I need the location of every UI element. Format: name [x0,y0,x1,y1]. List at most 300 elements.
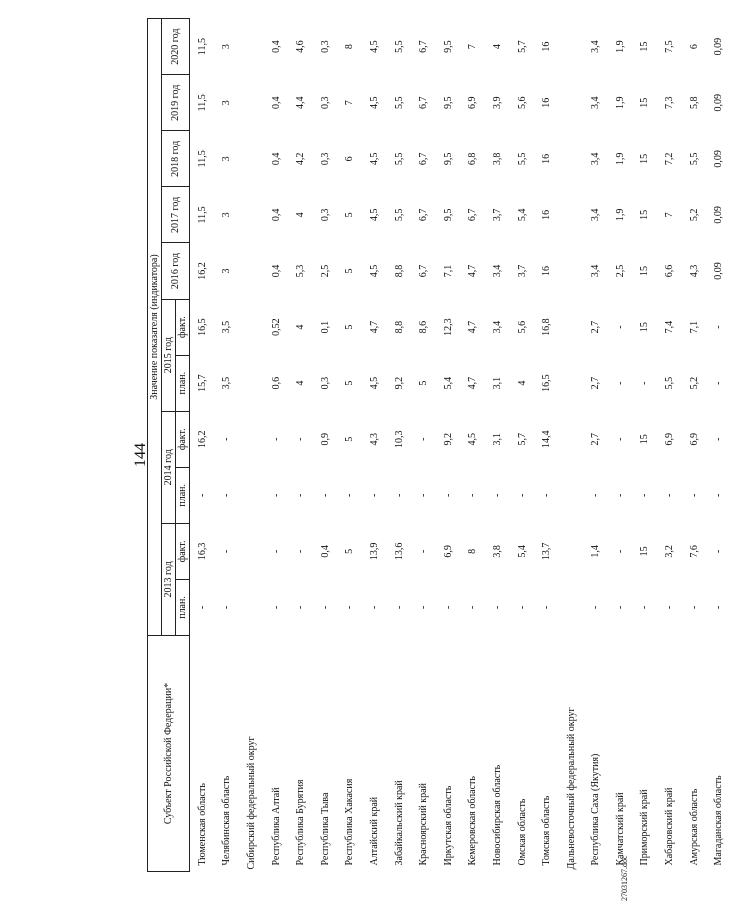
value-cell: 9,5 [442,152,454,166]
table-row [584,19,609,872]
value-cell: 15 [639,322,651,333]
value-cell: 3,4 [590,264,602,278]
value-cell: 11,5 [196,38,208,56]
value-cell: - [713,493,725,497]
value-cell: 8,8 [393,320,405,334]
value-cell: 0,4 [270,96,282,110]
value-cell: 0,09 [713,262,725,280]
value-cell: 0,09 [713,37,725,56]
value-cell: 3 [221,44,233,50]
value-cell: 5,4 [442,376,454,390]
table-row [338,19,363,872]
value-cell: 5 [344,212,356,218]
value-cell: 6,9 [442,545,454,558]
value-cell: 3,8 [491,152,503,166]
value-cell: - [664,493,676,497]
value-cell: 13,7 [541,542,553,561]
value-cell: 5,6 [516,96,528,110]
value-cell: 5,4 [516,208,528,222]
value-cell: 0,4 [270,152,282,166]
region-name: Республика Хакасия [344,778,356,866]
value-cell: 0,4 [270,264,282,278]
value-cell [559,187,584,243]
value-cell: - [614,437,626,441]
value-cell [559,19,584,75]
table-row [559,19,584,872]
value-cell: 3,8 [491,545,503,558]
value-cell: - [344,605,356,610]
table-row [362,19,387,872]
value-cell: 0,09 [713,150,725,168]
value-cell: 5,3 [295,264,307,278]
value-cell: - [418,493,430,497]
value-cell: 5,5 [516,152,528,166]
value-cell: 4 [295,380,307,386]
value-cell: - [491,493,503,497]
value-cell: 4,5 [467,432,479,446]
value-cell: 10,3 [393,430,405,448]
value-cell: 16,2 [196,262,208,280]
value-cell: - [614,325,626,329]
value-cell: - [418,437,430,441]
value-cell: 15 [639,434,651,445]
value-cell: 3,4 [491,264,503,278]
region-name: Сибирский федеральный округ [245,736,257,870]
value-cell: 5 [344,436,356,442]
value-cell: 1,9 [614,152,626,166]
value-cell: 4,6 [295,40,307,53]
value-cell: 6,9 [688,432,700,446]
value-cell: 6,7 [418,96,430,110]
year-2013-header: 2013 год [162,523,176,635]
value-cell: 3 [221,156,233,162]
value-cell: 5,4 [516,545,528,558]
value-cell: 8 [467,548,479,554]
value-cell: 7,1 [442,264,454,278]
value-cell: 7 [344,100,356,106]
region-name: Амурская область [688,788,700,866]
year-2020-header: 2020 год [162,19,190,75]
value-cell: 4,4 [295,96,307,110]
value-cell: - [713,381,725,385]
value-cell: - [344,493,356,497]
value-cell: - [713,549,725,554]
value-cell: 3 [221,268,233,274]
value-cell: - [491,605,503,610]
value-cell: - [639,493,651,497]
value-cell [559,523,584,579]
value-cell: - [713,325,725,329]
value-cell: 5,5 [393,208,405,222]
value-cell: 7,2 [664,152,676,166]
value-cell: - [196,493,208,497]
value-cell: 9,5 [442,208,454,222]
table-row [313,19,338,872]
value-cell: 6 [688,44,700,50]
value-cell: - [664,605,676,610]
value-cell: 8,8 [393,264,405,278]
fact-2013-header: факт. [176,523,190,579]
value-cell: 0,09 [713,206,725,224]
value-cell: 4,5 [368,152,380,166]
value-cell: - [614,493,626,497]
table-row [657,19,682,872]
value-cell: 1,9 [614,208,626,222]
value-cell: 6,7 [418,208,430,222]
value-cell: 6,7 [418,152,430,166]
value-cell: 7,4 [664,320,676,334]
value-cell: - [393,493,405,497]
plan-2015-header: план. [176,355,190,411]
value-cell: 3,4 [590,96,602,110]
value-cell: 5 [344,548,356,554]
table-row [534,19,559,872]
value-cell [239,187,264,243]
value-cell: 16,3 [196,542,208,561]
value-cell: - [516,493,528,497]
value-cell: 0,09 [713,94,725,112]
value-cell: - [467,605,479,610]
value-cell: 16 [541,209,553,220]
value-cell: - [295,437,307,441]
value-cell: 5,5 [688,152,700,166]
value-cell: 4,5 [368,208,380,222]
indicator-header: Значение показателя (индикатора) [148,19,162,636]
table-row [411,19,436,872]
value-cell: 4,3 [368,432,380,446]
value-cell: 3,2 [664,545,676,558]
value-cell: 6,7 [418,264,430,278]
value-cell: 4 [516,380,528,386]
table-row [706,19,731,872]
value-cell: 4,2 [295,152,307,166]
value-cell: 15,7 [196,374,208,392]
region-name: Хабаровский край [664,787,676,866]
value-cell: - [467,493,479,497]
value-cell [239,523,264,579]
value-cell: 16 [541,97,553,108]
table-row [264,19,289,872]
value-cell: 2,7 [590,320,602,334]
region-name: Челябинская область [221,775,233,866]
value-cell: 16,2 [196,430,208,448]
value-cell: 0,3 [319,96,331,110]
value-cell: 0,52 [270,318,282,336]
value-cell: 3,4 [590,152,602,166]
value-cell: 15 [639,153,651,164]
value-cell: 3,1 [491,376,503,390]
value-cell: - [688,605,700,610]
value-cell: 3,4 [590,40,602,53]
value-cell: 15 [639,97,651,108]
value-cell [559,131,584,187]
value-cell: 6,7 [418,40,430,53]
table-row [190,19,215,872]
table-row [288,19,313,872]
value-cell: 14,4 [541,430,553,448]
value-cell [239,75,264,131]
value-cell: 15 [639,209,651,220]
value-cell: - [368,493,380,497]
value-cell: 11,5 [196,150,208,168]
region-name: Иркутская область [442,785,454,866]
table-row [510,19,535,872]
region-name: Республика Бурятия [295,779,307,866]
value-cell: 9,2 [393,376,405,390]
value-cell: 7 [664,212,676,218]
table-row [461,19,486,872]
value-cell: 6 [344,156,356,162]
value-cell: 4 [295,212,307,218]
year-2014-header: 2014 год [162,411,176,523]
value-cell: 3,4 [590,208,602,222]
table-row [387,19,412,872]
value-cell: - [221,493,233,497]
value-cell: 0,6 [270,376,282,390]
value-cell: - [442,493,454,497]
value-cell [559,75,584,131]
region-name: Республика Саха (Якутия) [590,753,602,866]
value-cell: 3,7 [516,264,528,278]
value-cell: 2,5 [614,264,626,278]
region-name: Омская область [516,798,528,866]
value-cell: 5 [344,324,356,330]
value-cell: 16 [541,41,553,52]
value-cell: 0,4 [319,545,331,558]
value-cell: 7 [467,44,479,50]
plan-2013-header: план. [176,579,190,635]
value-cell: 3,7 [491,208,503,222]
value-cell: 6,7 [467,208,479,222]
value-cell: 15 [639,546,651,557]
value-cell: 9,2 [442,432,454,446]
value-cell: 7,3 [664,96,676,110]
region-name: Кемеровская область [467,776,479,866]
value-cell: 0,9 [319,432,331,446]
value-cell: 11,5 [196,206,208,224]
value-cell: 4,5 [368,376,380,390]
value-cell: 7,1 [688,320,700,334]
value-cell: 16,8 [541,318,553,336]
region-name: Дальневосточный федеральный округ [565,707,577,870]
value-cell [559,243,584,299]
page-number: 144 [132,443,149,467]
value-cell: - [541,493,553,497]
value-cell: 7,6 [688,545,700,558]
region-name: Томская область [541,795,553,866]
value-cell: 6,6 [664,264,676,278]
table-row [633,19,658,872]
value-cell: 0,3 [319,208,331,222]
value-cell: 5 [344,380,356,386]
value-cell: 4,7 [467,264,479,278]
value-cell: 8 [344,44,356,50]
value-cell: - [270,437,282,441]
value-cell: 5,6 [516,320,528,334]
value-cell: - [196,605,208,610]
value-cell: - [319,493,331,497]
table-row [436,19,461,872]
value-cell [559,355,584,411]
value-cell: 0,3 [319,152,331,166]
value-cell: 16 [541,153,553,164]
value-cell [239,579,264,635]
region-name: Красноярский край [418,783,430,866]
value-cell [239,467,264,523]
value-cell: 4,5 [368,96,380,110]
value-cell: 3 [221,100,233,106]
value-cell: 7,5 [664,40,676,53]
value-cell [559,579,584,635]
value-cell: - [614,381,626,385]
value-cell: 4 [491,44,503,50]
value-cell: 5,7 [516,432,528,446]
value-cell: 15 [639,41,651,52]
value-cell: - [393,605,405,610]
value-cell: 6,8 [467,152,479,166]
value-cell: - [713,605,725,610]
value-cell: 5 [418,380,430,386]
table-row [485,19,510,872]
region-name: Камчатский край [614,792,626,866]
indicator-table [147,18,731,872]
value-cell [239,299,264,355]
value-cell: - [270,549,282,554]
value-cell: - [688,493,700,497]
value-cell: - [516,605,528,610]
value-cell: 5,2 [688,376,700,390]
table-row [682,19,707,872]
year-2015-header: 2015 год [162,299,176,411]
value-cell: - [442,605,454,610]
value-cell: 16 [541,266,553,276]
value-cell: - [418,605,430,610]
value-cell: 8,6 [418,320,430,334]
value-cell: 3,9 [491,96,503,110]
value-cell: - [541,605,553,610]
table-row [239,19,264,872]
region-name: Тюменская область [196,783,208,866]
table-row [608,19,633,872]
value-cell: 4,7 [467,320,479,334]
value-cell: 5 [344,268,356,274]
table-body [190,19,731,872]
value-cell [239,355,264,411]
value-cell: 0,4 [270,208,282,222]
value-cell: 4,7 [368,320,380,334]
value-cell: - [639,381,651,385]
value-cell: 5,8 [688,96,700,110]
value-cell: 4 [295,324,307,330]
value-cell: 2,7 [590,432,602,446]
value-cell: 3 [221,212,233,218]
value-cell: - [221,605,233,610]
value-cell: - [295,549,307,554]
region-name: Новосибирская область [491,764,503,866]
value-cell: 3,4 [491,320,503,334]
value-cell: 1,9 [614,40,626,53]
value-cell: - [590,493,602,497]
value-cell: - [418,549,430,554]
value-cell: 13,6 [393,542,405,561]
value-cell: - [221,437,233,441]
value-cell: 0,3 [319,40,331,53]
value-cell: 3,5 [221,376,233,390]
year-2016-header: 2016 год [162,243,190,299]
value-cell [559,411,584,467]
value-cell: 3,1 [491,432,503,446]
value-cell: 5,5 [393,152,405,166]
value-cell: - [614,605,626,610]
value-cell: 5,5 [664,376,676,390]
value-cell: 13,9 [368,542,380,561]
value-cell: - [270,493,282,497]
value-cell: 3,5 [221,320,233,334]
value-cell: 9,5 [442,40,454,53]
region-name: Республика Тыва [319,792,331,866]
value-cell: - [221,549,233,554]
plan-2014-header: план. [176,467,190,523]
value-cell [559,299,584,355]
value-cell: 1,4 [590,545,602,558]
value-cell: 11,5 [196,94,208,112]
value-cell: 5,5 [393,40,405,53]
value-cell: - [295,605,307,610]
value-cell: 2,7 [590,376,602,390]
year-2019-header: 2019 год [162,75,190,131]
value-cell: 4,5 [368,40,380,53]
fact-2014-header: факт. [176,411,190,467]
value-cell: 4,3 [688,264,700,278]
subject-header: Субъект Российской Федерации* [148,636,190,872]
value-cell: 12,3 [442,318,454,336]
value-cell: 2,5 [319,264,331,278]
region-name: Забайкальский край [393,780,405,866]
value-cell: 5,2 [688,208,700,222]
value-cell: 5,7 [516,40,528,53]
region-name: Приморский край [639,789,651,866]
value-cell [239,411,264,467]
value-cell: - [590,605,602,610]
value-cell: 1,9 [614,96,626,110]
value-cell: 4,7 [467,376,479,390]
region-name: Магаданская область [713,775,725,866]
value-cell: - [270,605,282,610]
table-row [215,19,240,872]
value-cell: 6,9 [664,432,676,446]
value-cell: 0,3 [319,376,331,390]
value-cell [239,243,264,299]
fact-2015-header: факт. [176,299,190,355]
value-cell: - [639,605,651,610]
value-cell [559,467,584,523]
value-cell: 4,5 [368,264,380,278]
value-cell: 16,5 [541,374,553,392]
value-cell: - [614,549,626,554]
value-cell: 0,4 [270,40,282,53]
value-cell: - [368,605,380,610]
value-cell: 9,5 [442,96,454,110]
year-2018-header: 2018 год [162,131,190,187]
value-cell [239,19,264,75]
value-cell: 15 [639,266,651,276]
value-cell: 5,5 [393,96,405,110]
region-name: Алтайский край [368,796,380,866]
year-2017-header: 2017 год [162,187,190,243]
value-cell [239,131,264,187]
value-cell: - [295,493,307,497]
value-cell: - [713,437,725,441]
